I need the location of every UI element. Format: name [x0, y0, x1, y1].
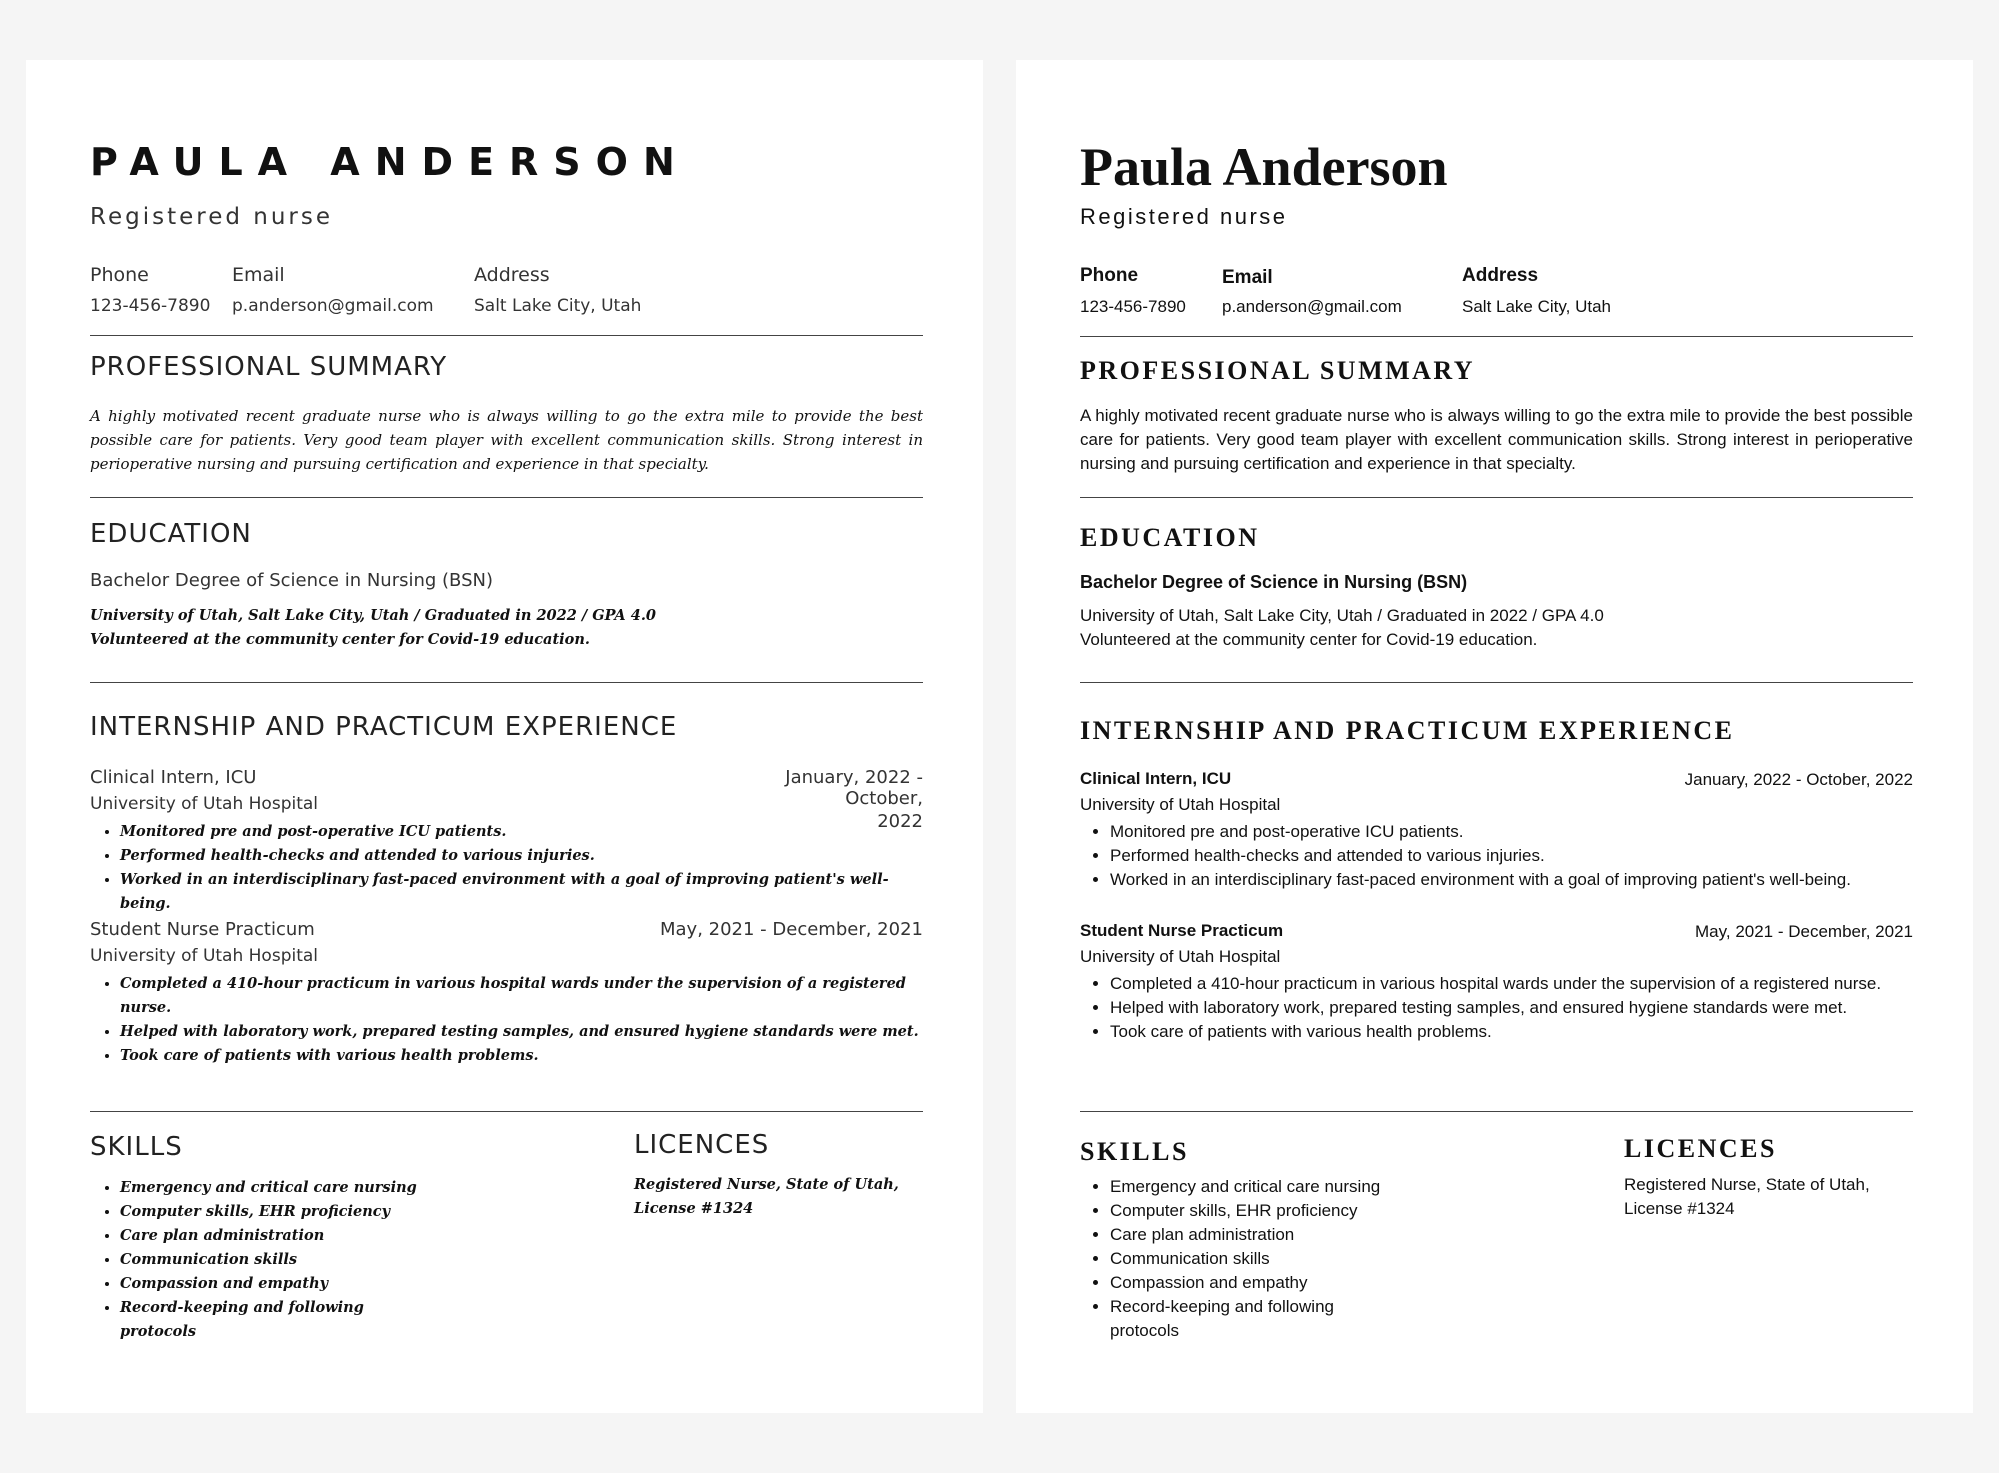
divider [1080, 682, 1913, 683]
education-details: University of Utah, Salt Lake City, Utah / Graduated in 2022 / GPA 4.0 [90, 607, 656, 624]
email-value: p.anderson@gmail.com [1222, 297, 1402, 316]
address-label: Address [474, 264, 550, 286]
list-item: • Worked in an interdisciplinary fast-paced environment with a goal of improving patient's well-being. [1110, 868, 1913, 892]
list-item: • Took care of patients with various health problems. [120, 1044, 923, 1068]
licences-heading: LICENCES [1624, 1134, 1777, 1163]
job-org: University of Utah Hospital [90, 946, 319, 966]
list-item: • Record-keeping and following protocols [120, 1296, 440, 1344]
phone-label: Phone [1080, 265, 1139, 286]
licence-text: Registered Nurse, State of Utah, License #1324 [1624, 1175, 1870, 1218]
phone-value: 123-456-7890 [1080, 297, 1186, 316]
list-item: • Compassion and empathy [1110, 1271, 1390, 1295]
education-details: University of Utah, Salt Lake City, Utah / Graduated in 2022 / GPA 4.0 [1080, 606, 1604, 625]
resume-page-clean [1016, 60, 1973, 1413]
job-dates: May, 2021 - December, 2021 [660, 919, 923, 940]
skills-list [1080, 1175, 1390, 1343]
education-heading: EDUCATION [90, 519, 252, 549]
list-item: • Took care of patients with various health problems. [1110, 1020, 1913, 1044]
skills-heading: SKILLS [1080, 1137, 1189, 1166]
list-item: • Care plan administration [120, 1224, 440, 1248]
summary-heading: PROFESSIONAL SUMMARY [90, 352, 448, 382]
job-org: University of Utah Hospital [1080, 947, 1281, 966]
degree-title: Bachelor Degree of Science in Nursing (BSN) [90, 570, 494, 591]
list-item: • Helped with laboratory work, prepared testing samples, and ensured hygiene standards were met. [1110, 996, 1913, 1020]
education-note: Volunteered at the community center for Covid-19 education. [90, 631, 590, 648]
job-dates: January, 2022 - October, 2022 [1684, 770, 1913, 789]
list-item: • Communication skills [120, 1248, 440, 1272]
summary-text: A highly motivated recent graduate nurse who is always willing to go the extra mile to provide the best possible care for patients. Very good team player with excellent communication skills. Strong interest in perioperative nursing and pursuing certification and experience in that specialty. [90, 407, 923, 473]
experience-heading: INTERNSHIP AND PRACTICUM EXPERIENCE [90, 712, 678, 742]
job-title: Student Nurse Practicum [90, 919, 315, 940]
list-item: • Compassion and empathy [120, 1272, 440, 1296]
phone-value: 123-456-7890 [90, 296, 211, 316]
job-bullets [90, 972, 923, 1068]
list-item: • Care plan administration [1110, 1223, 1390, 1247]
job-title: Student Nurse Practicum [1080, 921, 1284, 940]
list-item: • Performed health-checks and attended to various injuries. [120, 844, 923, 868]
list-item: • Completed a 410-hour practicum in various hospital wards under the supervision of a registered nurse. [1110, 972, 1913, 996]
list-item: • Computer skills, EHR proficiency [1110, 1199, 1390, 1223]
degree-title: Bachelor Degree of Science in Nursing (BSN) [1080, 572, 1468, 592]
list-item: • Monitored pre and post-operative ICU patients. [1110, 820, 1913, 844]
licence-text: Registered Nurse, State of Utah, License #1324 [634, 1176, 899, 1217]
list-item: • Performed health-checks and attended to various injuries. [1110, 844, 1913, 868]
address-value: Salt Lake City, Utah [1462, 297, 1611, 316]
job-bullets [1080, 820, 1913, 892]
licences-heading: LICENCES [634, 1130, 770, 1160]
job-bullets [90, 820, 923, 916]
list-item: • Computer skills, EHR proficiency [120, 1200, 440, 1224]
divider [90, 682, 923, 683]
job-org: University of Utah Hospital [1080, 795, 1281, 814]
education-heading: EDUCATION [1080, 523, 1260, 552]
email-label: Email [232, 264, 285, 286]
email-label: Email [1222, 267, 1273, 288]
summary-heading: PROFESSIONAL SUMMARY [1080, 356, 1476, 385]
job-org: University of Utah Hospital [90, 794, 319, 814]
job-dates: May, 2021 - December, 2021 [1695, 922, 1913, 941]
list-item: • Emergency and critical care nursing [1110, 1175, 1390, 1199]
list-item: • Worked in an interdisciplinary fast-paced environment with a goal of improving patient's well-being. [120, 868, 923, 916]
divider [90, 335, 923, 336]
skills-list [90, 1176, 440, 1344]
summary-text: A highly motivated recent graduate nurse who is always willing to go the extra mile to provide the best possible care for patients. Very good team player with excellent communication skills. Strong interest in perioperative nursing and pursuing certification and experience in that specialty. [1080, 406, 1913, 473]
divider [1080, 336, 1913, 337]
list-item: • Helped with laboratory work, prepared testing samples, and ensured hygiene standards were met. [120, 1020, 923, 1044]
education-note: Volunteered at the community center for Covid-19 education. [1080, 630, 1538, 649]
list-item: • Completed a 410-hour practicum in various hospital wards under the supervision of a registered nurse. [120, 972, 923, 1020]
role-subtitle: Registered nurse [90, 204, 333, 230]
job-title: Clinical Intern, ICU [90, 767, 257, 788]
list-item: • Emergency and critical care nursing [120, 1176, 440, 1200]
phone-label: Phone [90, 264, 149, 286]
divider [90, 497, 923, 498]
divider [1080, 497, 1913, 498]
divider [1080, 1111, 1913, 1112]
list-item: • Communication skills [1110, 1247, 1390, 1271]
job-title: Clinical Intern, ICU [1080, 769, 1232, 788]
name-heading: Paula Anderson [1080, 137, 1448, 197]
email-value: p.anderson@gmail.com [232, 296, 434, 316]
role-subtitle: Registered nurse [1080, 204, 1288, 229]
address-value: Salt Lake City, Utah [474, 296, 642, 316]
job-dates: January, 2022 - October, 2022 [785, 767, 923, 832]
resume-page-handwritten [26, 60, 983, 1413]
experience-heading: INTERNSHIP AND PRACTICUM EXPERIENCE [1080, 716, 1735, 745]
list-item: • Monitored pre and post-operative ICU patients. [120, 820, 923, 844]
address-label: Address [1462, 265, 1539, 286]
name-heading: PAULA ANDERSON [90, 140, 690, 184]
list-item: • Record-keeping and following protocols [1110, 1295, 1390, 1343]
job-bullets [1080, 972, 1913, 1044]
divider [90, 1111, 923, 1112]
skills-heading: SKILLS [90, 1132, 183, 1162]
